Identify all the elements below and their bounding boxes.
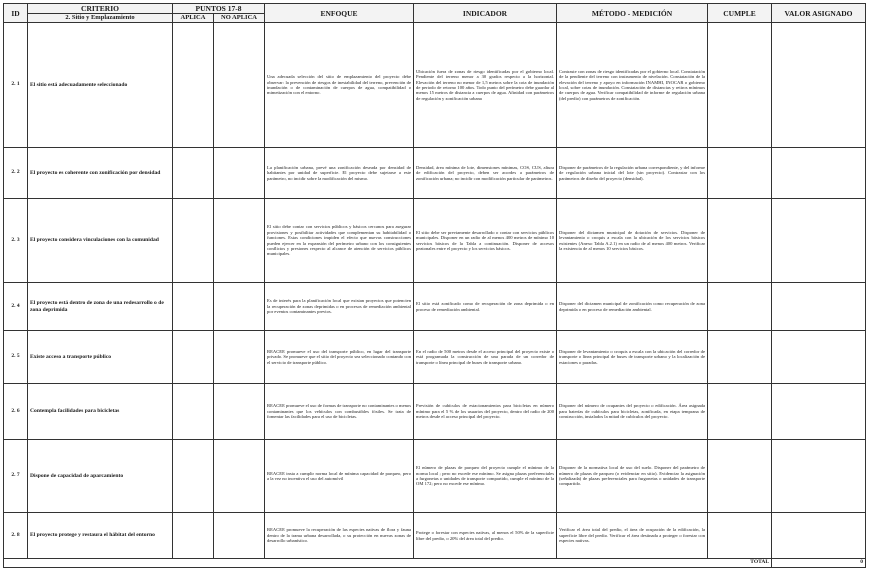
- row-valor-cell[interactable]: [772, 440, 866, 513]
- row-no-aplica-cell[interactable]: [214, 148, 265, 199]
- row-no-aplica-cell[interactable]: [214, 199, 265, 283]
- row-indicador: Densidad, área mínima de lote, dimensiones mínimas, COS, CUS, altura de edificación del proyecto, deben ser acordes a parámetros de zonificación urbana; no incidir con modificación particular de parámetros.: [414, 148, 557, 199]
- table-row: [4, 440, 866, 513]
- row-valor-cell[interactable]: [772, 283, 866, 331]
- row-enfoque: REACEE promueve el uso del transporte público, en lugar del transporte privado. Se promueve que el sitio del proyecto sea seleccionado contando con el servicio de transporte público.: [265, 331, 414, 384]
- row-cumple-cell[interactable]: [708, 283, 772, 331]
- row-aplica-cell[interactable]: [173, 283, 214, 331]
- row-aplica-cell[interactable]: [173, 384, 214, 440]
- total-label: TOTAL: [4, 559, 772, 568]
- row-id: 2. 5: [4, 331, 28, 384]
- row-enfoque: La planificación urbana, prevé una zonificación deseada por densidad de habitantes por unidad de superficie. El proyecto debe sujetarse a este parámetro, no incidir sobre la modificación del mismo.: [265, 148, 414, 199]
- col-header-aplica: APLICA: [173, 14, 214, 23]
- row-id: 2. 4: [4, 283, 28, 331]
- row-id: 2. 3: [4, 199, 28, 283]
- col-header-criterio-sub: 2. Sitio y Emplazamiento: [28, 14, 173, 23]
- col-header-id: ID: [4, 4, 28, 23]
- row-metodo: Contraste con zonas de riesgo identificadas por el gobierno local. Constatación de la pendiente del terreno con instrumento de nivelación. Constatación de la elevación del terreno y apoyo en información INAMHI, INOCAR o gobierno local, sobre cotas de inundación. Constatación de distancias y retiros mínimos de cuerpos de agua. Verificar compatibilidad de informe de regulación urbana (del predio) con parámetros de zonificación.: [557, 23, 708, 148]
- row-indicador: El número de plazas de parqueo del proyecto cumple el mínimo de la norma local ; pero no excede ese mínimo. Se asigna plazas preferenciales a furgonetas o unidades de transporte compartido, cumple el mínimo de la OM 172; pero no excede ese mínimo.: [414, 440, 557, 513]
- row-indicador: Ubicación fuera de zonas de riesgo identificadas por el gobierno local. Pendiente del terreno menor a 30 grados respecto a la horizontal. Elevación del terreno no menor de 1,5 metros sobre la cota de inundación de periodo de retorno 100 años. Todo punto del perímetro debe guardar al menos 15 metros de distancia a cuerpos de agua. Afinidad con parámetros de regulación y zonificación urbana: [414, 23, 557, 148]
- col-header-no-aplica: NO APLICA: [214, 14, 265, 23]
- row-no-aplica-cell[interactable]: [214, 23, 265, 148]
- row-enfoque: Es de interés para la planificación local que existan proyectos que potencien la recuperación de zonas deprimidas o en procesos de remediación ambiental por eventos contaminantes previos.: [265, 283, 414, 331]
- row-metodo: Verificar el área total del predio, el área de ocupación de la edificación, la superficie libre del predio. Verificar el área destinada a proteger o forestar con especies nativas.: [557, 513, 708, 559]
- row-no-aplica-cell[interactable]: [214, 440, 265, 513]
- row-valor-cell[interactable]: [772, 384, 866, 440]
- row-id: 2. 2: [4, 148, 28, 199]
- row-cumple-cell[interactable]: [708, 199, 772, 283]
- row-valor-cell[interactable]: [772, 148, 866, 199]
- row-metodo: Disponer de parámetros de la regulación urbana correspondiente, y del informe de regulación urbana inicial del lote (sin proyecto). Contrastar con los parámetros de diseño del proyecto (densidad).: [557, 148, 708, 199]
- row-valor-cell[interactable]: [772, 23, 866, 148]
- row-no-aplica-cell[interactable]: [214, 384, 265, 440]
- row-id: 2. 6: [4, 384, 28, 440]
- row-aplica-cell[interactable]: [173, 23, 214, 148]
- row-criterio: El proyecto es coherente con zonificación por densidad: [28, 148, 173, 199]
- row-aplica-cell[interactable]: [173, 148, 214, 199]
- row-no-aplica-cell[interactable]: [214, 331, 265, 384]
- evaluation-table-wrapper: [3, 3, 865, 568]
- row-cumple-cell[interactable]: [708, 384, 772, 440]
- row-id: 2. 1: [4, 23, 28, 148]
- row-indicador: En el radio de 500 metros desde el acceso principal del proyecto existe o está programada la construcción de una parada de un corredor de transporte o línea principal de buses de transporte urbano.: [414, 331, 557, 384]
- row-enfoque: El sitio debe contar con servicios públicos y básicos cercanos para asegurar provisiones y posibilitar actividades que complementan su habitabilidad o funciones. Estas condiciones impiden el efecto que nuevas construcciones pueden ejercer en la expansión del perímetro urbano con los consiguientes conflictos y presiones respecto al alcance de atención de servicios públicos municipales.: [265, 199, 414, 283]
- row-enfoque: REACEE promueve el uso de formas de transporte no contaminantes o menos contaminantes que los vehículos con combustibles fósiles. Se trata de fomentar las facilidades para el uso de bicicletas.: [265, 384, 414, 440]
- row-criterio: Existe acceso a transporte público: [28, 331, 173, 384]
- row-cumple-cell[interactable]: [708, 513, 772, 559]
- row-indicador: El sitio debe ser previamente desarrollado o contar con servicios públicos municipales. Disponer en un radio de al menos 400 metros de mínimo 10 servicios básicos de la Tabla a continuación. Disponer de accesos peatonales entre el proyecto y los servicios básicos.: [414, 199, 557, 283]
- row-aplica-cell[interactable]: [173, 513, 214, 559]
- row-indicador: Previsión de cubículos de estacionamientos para bicicletas en número mínimo para el 5 % de los usuarios del proyecto, dentro del radio de 200 metros desde el acceso principal del proyecto.: [414, 384, 557, 440]
- table-row: [4, 283, 866, 331]
- row-criterio: Dispone de capacidad de aparcamiento: [28, 440, 173, 513]
- row-metodo: Disponer del dictamen municipal de dotación de servicios. Disponer de levantamiento o croquis a escala con la ubicación de los servicios básicos existentes (Anexo Tabla A.2.1) en un radio de al menos 400 metros. Verificar la existencia de al menos 10 servicios básicos.: [557, 199, 708, 283]
- total-value: 0: [772, 559, 866, 568]
- row-cumple-cell[interactable]: [708, 23, 772, 148]
- col-header-enfoque: ENFOQUE: [265, 4, 414, 23]
- row-enfoque: Una adecuada selección del sitio de emplazamiento del proyecto debe observar: la prevención de riesgos de inestabilidad del terreno, prevención de inundación o de contaminación de cuerpos de agua, compatibilidad o mimetización con el entorno.: [265, 23, 414, 148]
- row-indicador: El sitio está zonificado como de recuperación de zona deprimida o en proceso de remediación ambiental.: [414, 283, 557, 331]
- col-header-cumple: CUMPLE: [708, 4, 772, 23]
- row-aplica-cell[interactable]: [173, 331, 214, 384]
- row-aplica-cell[interactable]: [173, 199, 214, 283]
- total-row: [4, 559, 866, 568]
- row-valor-cell[interactable]: [772, 513, 866, 559]
- row-aplica-cell[interactable]: [173, 440, 214, 513]
- row-valor-cell[interactable]: [772, 331, 866, 384]
- table-row: [4, 23, 866, 148]
- table-row: [4, 384, 866, 440]
- row-cumple-cell[interactable]: [708, 148, 772, 199]
- row-metodo: Disponer del dictamen municipal de zonificación como recuperación de zona deprimida o en proceso de remediación ambiental.: [557, 283, 708, 331]
- row-metodo: Disponer de levantamiento o croquis a escala con la ubicación del corredor de transporte o línea principal de buses de transporte urbano y la localización de estaciones o paradas.: [557, 331, 708, 384]
- col-header-indicador: INDICADOR: [414, 4, 557, 23]
- row-criterio: Contempla facilidades para bicicletas: [28, 384, 173, 440]
- row-no-aplica-cell[interactable]: [214, 513, 265, 559]
- row-criterio: El proyecto está dentro de zona de una redesarrollo o de zona deprimida: [28, 283, 173, 331]
- row-metodo: Disponer del número de ocupantes del proyecto o edificación. Área asignada para baterías de cubículos para bicicletas, zonificada, en etapa temprana de construcción, instalados la mitad de cubículos del proyecto.: [557, 384, 708, 440]
- table-row: [4, 148, 866, 199]
- row-criterio: El proyecto protege y restaura el hábitat del entorno: [28, 513, 173, 559]
- col-header-puntos: PUNTOS 17-8: [173, 4, 265, 14]
- header-row-1: [4, 4, 866, 14]
- row-no-aplica-cell[interactable]: [214, 283, 265, 331]
- table-row: [4, 331, 866, 384]
- row-indicador: Protege o forestar con especies nativas, al menos el 50% de la superficie libre del predio, o 20% del área total del predio.: [414, 513, 557, 559]
- row-enfoque: REACEE insta a cumplir norma local de mínima capacidad de parqueo, pero a la vez no incentiva el uso del automóvil: [265, 440, 414, 513]
- row-cumple-cell[interactable]: [708, 331, 772, 384]
- row-metodo: Disponer de la normativa local de uso del suelo. Disponer del parámetro de número de plazas de parqueo (o evidenciar en sitio). Evidenciar la asignación (señalizada) de plazas preferenciales para furgonetas o unidades de transporte compartido.: [557, 440, 708, 513]
- row-criterio: El proyecto considera vinculaciones con la comunidad: [28, 199, 173, 283]
- row-enfoque: REACEE promueve la recuperación de las especies nativas de flora y fauna dentro de la trama urbana desarrollada, o su protección en nuevas zonas de desarrollo urbanístico.: [265, 513, 414, 559]
- col-header-criterio: CRITERIO: [28, 4, 173, 14]
- row-id: 2. 8: [4, 513, 28, 559]
- col-header-metodo: MÉTODO - MEDICIÓN: [557, 4, 708, 23]
- table-row: [4, 199, 866, 283]
- table-row: [4, 513, 866, 559]
- col-header-valor: VALOR ASIGNADO: [772, 4, 866, 23]
- row-valor-cell[interactable]: [772, 199, 866, 283]
- row-id: 2. 7: [4, 440, 28, 513]
- row-criterio: El sitio está adecuadamente seleccionado: [28, 23, 173, 148]
- evaluation-table: [3, 3, 866, 568]
- row-cumple-cell[interactable]: [708, 440, 772, 513]
